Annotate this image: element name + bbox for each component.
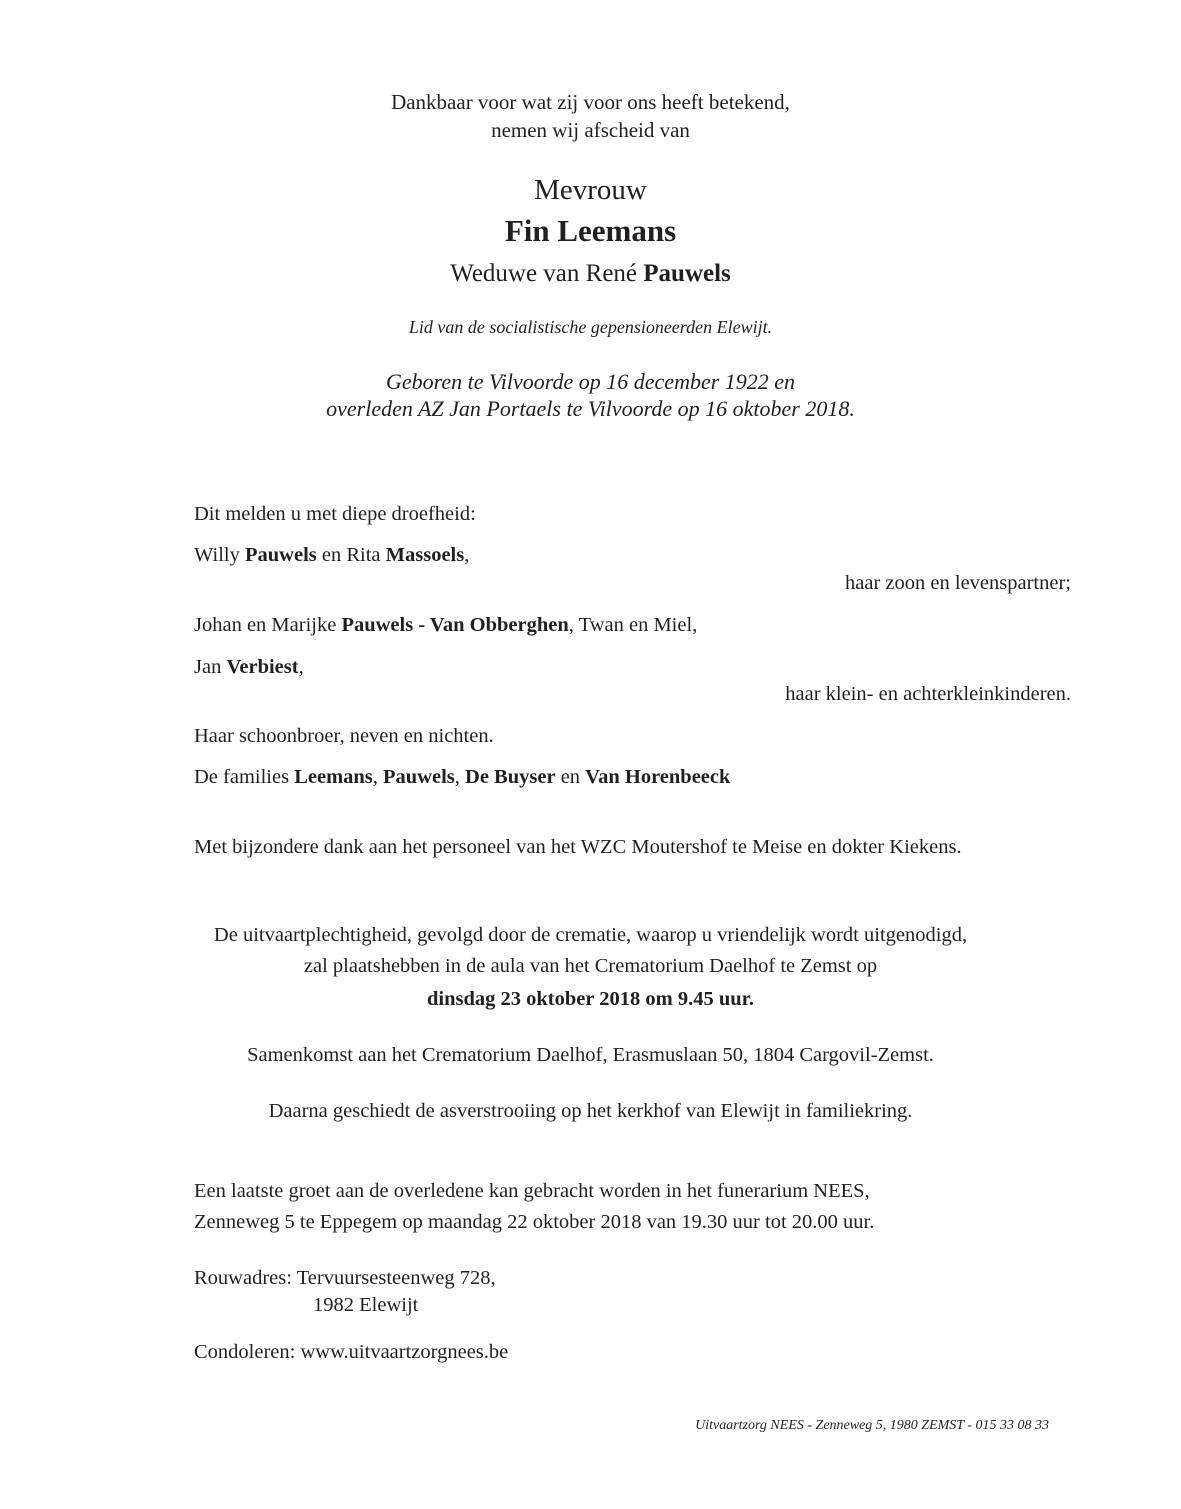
visitation-line-1: Een laatste groet aan de overledene kan gebracht worden in het funerarium NEES, <box>194 1180 870 1202</box>
family-line-3 <box>194 657 304 678</box>
widow-line <box>0 261 1181 286</box>
death-line: overleden AZ Jan Portaels te Vilvoorde op 16 oktober 2018. <box>326 396 855 421</box>
funeral-home-footer: Uitvaartzorg NEES - Zenneweg 5, 1980 ZEMST - 015 33 08 33 <box>695 1418 1049 1433</box>
birth-line: Geboren te Vilvoorde op 16 december 1922 en <box>385 369 796 394</box>
surname: Massoels <box>385 544 465 566</box>
scattering-line: Daarna geschiedt de asverstrooiing op het kerkhof van Elewijt in familiekring. <box>268 1100 913 1122</box>
text-run: Jan <box>194 656 227 678</box>
ceremony-line-2: zal plaatshebben in de aula van het Crematorium Daelhof te Zemst op <box>303 955 878 977</box>
family-line-2 <box>194 615 697 636</box>
condolence-link[interactable]: www.uitvaartzorgnees.be <box>300 1341 509 1363</box>
text-run: , Twan en Miel, <box>568 614 698 636</box>
surname: De Buyser <box>465 766 556 788</box>
gathering-line: Samenkomst aan het Crematorium Daelhof, Erasmuslaan 50, 1804 Cargovil-Zemst. <box>247 1044 934 1066</box>
family-line-1 <box>194 545 469 566</box>
membership-line: Lid van de socialistische gepensioneerden Elewijt. <box>408 317 773 337</box>
text-run: , <box>298 656 304 678</box>
surname: Verbiest <box>226 656 299 678</box>
condolence-label: Condoleren: <box>194 1341 301 1363</box>
text-run: , <box>454 766 466 788</box>
text-run: De families <box>194 766 295 788</box>
visitation-line-2: Zenneweg 5 te Eppegem op maandag 22 oktober 2018 van 19.30 uur tot 20.00 uur. <box>194 1211 875 1233</box>
intro-line-1: Dankbaar voor wat zij voor ons heeft betekend, <box>391 90 790 114</box>
announcement-intro: Dit melden u met diepe droefheid: <box>194 503 476 525</box>
surname: Van Obberghen <box>429 614 569 636</box>
address-label: Rouwadres: <box>194 1267 297 1289</box>
ceremony-datetime: dinsdag 23 oktober 2018 om 9.45 uur. <box>427 988 754 1010</box>
deceased-title: Mevrouw <box>534 174 647 206</box>
surname: Leemans <box>294 766 373 788</box>
deceased-name: Fin Leemans <box>504 213 677 248</box>
surname: Van Horenbeeck <box>585 766 731 788</box>
ceremony-line-1: De uitvaartplechtigheid, gevolgd door de crematie, waarop u vriendelijk wordt uitgenodigd, <box>213 924 968 946</box>
text-run: en <box>555 766 586 788</box>
text-run: - <box>413 614 430 636</box>
surname: Pauwels <box>245 544 317 566</box>
text-run: Willy <box>194 544 245 566</box>
text-run: , <box>372 766 384 788</box>
text-run: Johan en Marijke <box>194 614 342 636</box>
text-run: en Rita <box>316 544 386 566</box>
address-street: Tervuursesteenweg 728, <box>296 1267 496 1289</box>
family-line-5 <box>194 767 730 788</box>
address-city: 1982 Elewijt <box>313 1294 419 1316</box>
surname: Pauwels <box>383 766 455 788</box>
surname: Pauwels <box>341 614 414 636</box>
condolence-line <box>194 1342 508 1363</box>
widow-prefix: Weduwe van René <box>450 260 644 287</box>
family-relation-1: haar zoon en levenspartner; <box>845 572 1071 594</box>
thanks-line: Met bijzondere dank aan het personeel van het WZC Moutershof te Meise en dokter Kiekens. <box>194 836 962 858</box>
text-run: , <box>464 544 470 566</box>
family-line-4: Haar schoonbroer, neven en nichten. <box>194 725 494 747</box>
intro-line-2: nemen wij afscheid van <box>491 118 690 142</box>
family-relation-2: haar klein- en achterkleinkinderen. <box>785 683 1071 705</box>
address-line-1 <box>194 1268 496 1289</box>
widow-surname: Pauwels <box>643 260 731 287</box>
